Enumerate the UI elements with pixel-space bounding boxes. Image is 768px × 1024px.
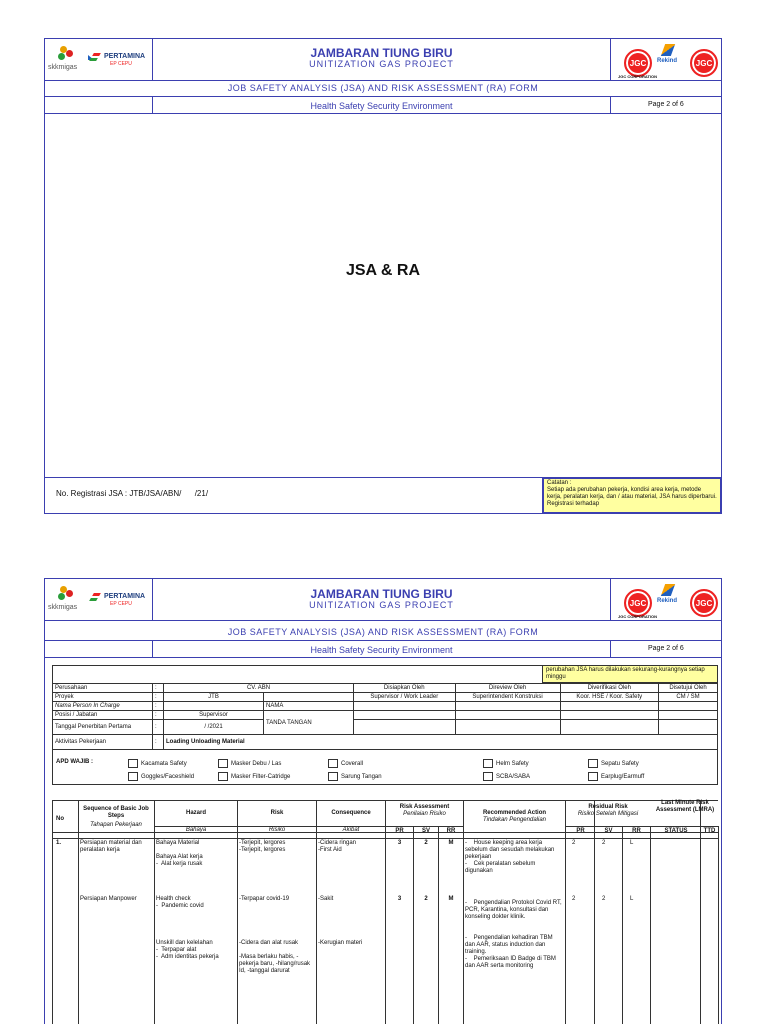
header-hazard: Hazard bbox=[185, 810, 206, 816]
header-ttd: TTD bbox=[703, 828, 716, 834]
disetujui-value: CM / SM bbox=[658, 693, 717, 702]
header-risk-id: Risiko bbox=[268, 827, 286, 833]
row-rr: M bbox=[448, 896, 454, 902]
direview-value: Superintendent Konstruksi bbox=[455, 693, 560, 702]
apd-item bbox=[588, 759, 639, 768]
posisi-value: Supervisor bbox=[164, 711, 264, 720]
row-action: - Pengendalian kehadiran TBM dan AAR, status induction dan training. - Pemeriksaan ID Badge di TBM dan AAR serta monitoring bbox=[465, 935, 556, 969]
jgc-corporation-label-2: JGC CORPORATION bbox=[618, 614, 658, 619]
department-label: Health Safety Security Environment bbox=[310, 101, 453, 111]
row-pr: 3 bbox=[397, 896, 402, 902]
apd-item-label: Goggles/Faceshield bbox=[141, 774, 195, 781]
aktivitas-value: Loading Unloading Material bbox=[164, 735, 718, 750]
weekly-note: perubahan JSA harus dilakukan sekurang-kurangnya setiap minggu bbox=[542, 665, 718, 683]
header-risk: Risk bbox=[270, 810, 284, 816]
header-pr: PR bbox=[395, 828, 404, 834]
jgc-corporation-label: JGC CORPORATION bbox=[618, 74, 658, 79]
nama-label: NAMA bbox=[264, 702, 354, 711]
header-residual-pr: PR bbox=[576, 828, 585, 834]
apd-checkbox[interactable] bbox=[128, 759, 138, 768]
row-pr: 3 bbox=[397, 840, 402, 846]
pertamina-logo: PERTAMINA EP CEPU bbox=[88, 52, 150, 72]
row-residual-sv: 2 bbox=[602, 840, 606, 846]
pertamina-logo-2: PERTAMINA EP CEPU bbox=[88, 592, 150, 612]
header-sequence: Sequence of Basic Job Steps bbox=[83, 806, 151, 819]
jgc-logo-right: JGC bbox=[690, 49, 718, 77]
row-hazard: Unskill dan kelelahan - Terpapar alat - Adm identitas pekerja bbox=[156, 940, 219, 960]
row-residual-pr: 2 bbox=[572, 896, 576, 902]
skkmigas-logo: skkmigas bbox=[48, 44, 98, 74]
form-title: JOB SAFETY ANALYSIS (JSA) AND RISK ASSESSMENT (RA) FORM bbox=[227, 83, 539, 93]
header-residual-sv: SV bbox=[604, 828, 613, 834]
disetujui-label: Disetujui Oleh bbox=[658, 684, 717, 693]
row-residual-rr: L bbox=[630, 840, 634, 846]
apd-item-label: Kacamata Safety bbox=[141, 761, 187, 768]
apd-item-label: Coverall bbox=[341, 761, 364, 768]
cover-note: Catatan : Setiap ada perubahan pekerja, kondisi area kerja, metode kerja, peralatan kerja, dan / atau material, JSA harus diperbarui. Registrasi terhadap bbox=[543, 478, 721, 513]
row-sv: 2 bbox=[424, 840, 428, 846]
row-consequence: -Cidera ringan -First Aid bbox=[318, 840, 357, 853]
jgc-logo-left: JGC bbox=[624, 49, 652, 77]
apd-item-label: Helm Safety bbox=[496, 761, 529, 768]
row-residual-rr: L bbox=[630, 896, 634, 902]
apd-checkbox[interactable] bbox=[328, 772, 338, 781]
row-step: Persiapan Manpower bbox=[80, 896, 137, 902]
header-risk-assessment-id: Penilaian Risiko bbox=[403, 811, 446, 817]
row-consequence: -Kerugian materi bbox=[318, 940, 363, 946]
row-residual-sv: 2 bbox=[602, 896, 606, 902]
direview-label: Direview Oleh bbox=[455, 684, 560, 693]
diverifikasi-value: Koor. HSE / Koor. Safety bbox=[560, 693, 658, 702]
rekind-logo: Rekind bbox=[657, 44, 681, 70]
apd-item-label: Sarung Tangan bbox=[341, 774, 382, 781]
apd-item-label: Masker Debu / Las bbox=[231, 761, 282, 768]
page-number-2: Page 2 of 6 bbox=[648, 645, 684, 652]
apd-item bbox=[128, 772, 194, 781]
diverifikasi-label: Diverifikasi Oleh bbox=[560, 684, 658, 693]
header-hazard-id: Bahaya bbox=[185, 827, 207, 833]
header-consequence: Consequence bbox=[331, 810, 371, 816]
row-risk: -Cidera dan alat rusak -Masa berlaku habis, -pekerja baru, -hilang/rusak Id, -tanggal darurat bbox=[239, 940, 311, 974]
row-residual-pr: 2 bbox=[572, 840, 576, 846]
perusahaan-value: CV. ABN bbox=[164, 684, 354, 693]
header-consequence-id: Akibat bbox=[342, 827, 360, 833]
apd-item-label: Earplug/Earmuff bbox=[601, 774, 645, 781]
proyek-value: JTB bbox=[164, 693, 264, 702]
header-residual-rr: RR bbox=[632, 828, 641, 834]
header-action-id: Tindakan Pengendalian bbox=[483, 817, 546, 823]
tanggal-label: Tanggal Penerbitan Pertama bbox=[53, 720, 153, 735]
header-residual: Residual Risk bbox=[588, 804, 628, 810]
project-subtitle: UNITIZATION GAS PROJECT bbox=[309, 59, 454, 69]
project-title: JAMBARAN TIUNG BIRU bbox=[310, 46, 453, 60]
header-rr: RR bbox=[446, 828, 456, 834]
apd-item bbox=[483, 759, 529, 768]
skkmigas-logo-2: skkmigas bbox=[48, 584, 98, 614]
header-residual-id: Risiko Setelah Mitigasi bbox=[577, 811, 639, 817]
apd-checkbox[interactable] bbox=[588, 759, 598, 768]
apd-checkbox[interactable] bbox=[218, 759, 228, 768]
header-action: Recommended Action bbox=[482, 810, 547, 816]
apd-label: APD WAJIB : bbox=[56, 759, 94, 765]
apd-item bbox=[588, 772, 644, 781]
tanda-tangan-label: TANDA TANGAN bbox=[264, 711, 354, 735]
row-rr: M bbox=[448, 840, 454, 846]
apd-checkbox[interactable] bbox=[483, 772, 493, 781]
apd-item-label: SCBA/SABA bbox=[496, 774, 531, 781]
row-action: - Pengendalian Protokol Covid RT, PCR, Karantina, konsultasi dan konseling dokter klinik. bbox=[465, 900, 564, 920]
tanggal-value: / /2021 bbox=[164, 720, 264, 735]
row-risk: -Terpapar covid-19 bbox=[239, 896, 290, 902]
project-title-2: JAMBARAN TIUNG BIRU bbox=[310, 587, 453, 601]
registration-number: No. Registrasi JSA : JTB/JSA/ABN/ /21/ bbox=[56, 489, 209, 498]
header-no: No bbox=[56, 816, 64, 822]
aktivitas-label: Aktivitas Pekerjaan bbox=[53, 735, 153, 750]
row-risk: -Terjepit, lergores -Terjepit, lergores bbox=[239, 840, 286, 853]
row-consequence: -Sakit bbox=[318, 896, 334, 902]
apd-checkbox[interactable] bbox=[128, 772, 138, 781]
row-no: 1. bbox=[56, 840, 62, 846]
apd-item bbox=[328, 772, 382, 781]
page-number: Page 2 of 6 bbox=[648, 101, 684, 108]
header-sequence-id: Tahapan Pekerjaan bbox=[90, 822, 142, 828]
row-hazard: Bahaya Material Bahaya Alat kerja - Alat kerja rusak bbox=[156, 840, 203, 867]
disiapkan-label: Disiapkan Oleh bbox=[354, 684, 456, 693]
rekind-logo-2: Rekind bbox=[657, 584, 681, 610]
jgc-logo-right-2: JGC bbox=[690, 589, 718, 617]
header-risk-assessment: Risk Assessment bbox=[399, 804, 450, 810]
apd-item bbox=[218, 759, 281, 768]
apd-item-label: Sepatu Safety bbox=[601, 761, 639, 768]
proyek-label: Proyek bbox=[53, 693, 153, 702]
apd-checkbox[interactable] bbox=[328, 759, 338, 768]
posisi-label: Posisi / Jabatan bbox=[53, 711, 153, 720]
apd-item bbox=[483, 772, 530, 781]
apd-item bbox=[128, 759, 187, 768]
header-status: STATUS bbox=[664, 828, 688, 834]
project-subtitle-2: UNITIZATION GAS PROJECT bbox=[309, 600, 454, 610]
row-action: - House keeping area kerja sebelum dan sesudah melakukan pekerjaan - Cek peralatan sebelum digunakan bbox=[465, 840, 555, 874]
apd-checkbox[interactable] bbox=[588, 772, 598, 781]
form-title-2: JOB SAFETY ANALYSIS (JSA) AND RISK ASSESSMENT (RA) FORM bbox=[227, 627, 539, 637]
row-sv: 2 bbox=[424, 896, 428, 902]
header-sv: SV bbox=[421, 828, 430, 834]
jgc-logo-left-2: JGC bbox=[624, 589, 652, 617]
disiapkan-value: Supervisor / Work Leader bbox=[354, 693, 456, 702]
apd-item bbox=[218, 772, 290, 781]
apd-checkbox[interactable] bbox=[483, 759, 493, 768]
apd-item-label: Masker Filter-Catridge bbox=[231, 774, 291, 781]
info-table: Perusahaan : CV. ABN Disiapkan Oleh Direview Oleh Diverifikasi Oleh Disetujui Oleh Proyek : JTB Supervisor / Work Leader Superintendent Konstruksi Koor. HSE / Koor. Safety CM / SM Nama Person In Charge : NAMA Posisi / Jabatan : Supervisor TANDA TANGAN Tanggal Penerbitan Pertama : / /2021 Aktivitas Pekerjaan : Loading Unloading Material bbox=[52, 683, 718, 750]
cover-title: JSA & RA bbox=[345, 262, 421, 279]
apd-checkbox[interactable] bbox=[218, 772, 228, 781]
department-label-2: Health Safety Security Environment bbox=[310, 645, 453, 655]
apd-item bbox=[328, 759, 363, 768]
header-lmra: Last Minute Risk Assessment (LMRA) bbox=[655, 800, 715, 813]
person-label: Nama Person In Charge bbox=[53, 702, 153, 711]
perusahaan-label: Perusahaan bbox=[53, 684, 153, 693]
row-step: Persiapan material dan peralatan kerja bbox=[80, 840, 144, 853]
row-hazard: Health check - Pandemic covid bbox=[156, 896, 204, 909]
